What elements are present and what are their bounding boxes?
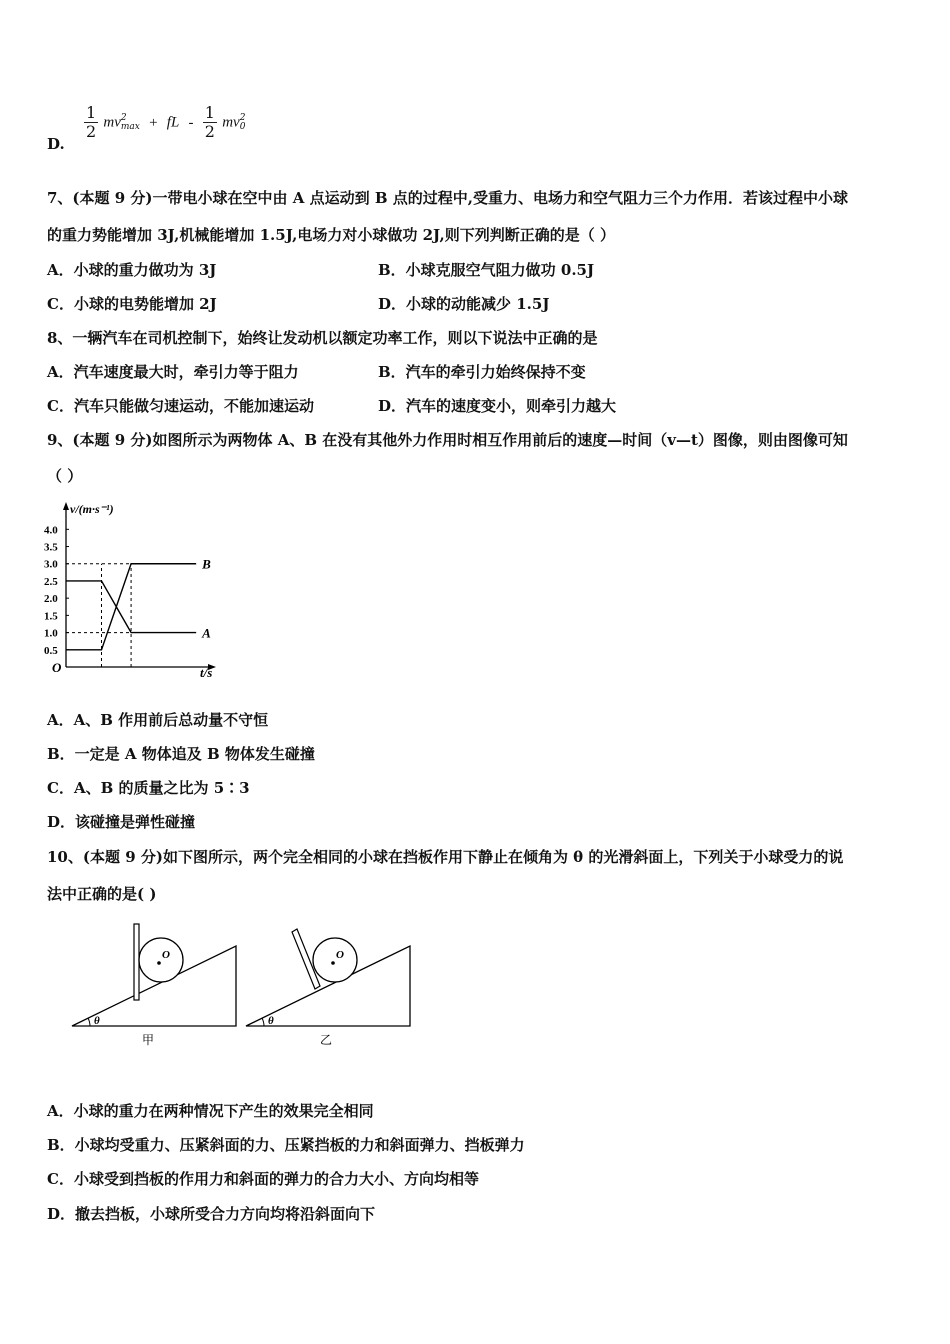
incline-figure-jia <box>68 920 248 1050</box>
ball-yi <box>313 938 357 982</box>
q6-option-d-label: D. <box>47 134 65 153</box>
ball-jia <box>139 938 183 982</box>
ball-label-jia: O <box>162 949 170 961</box>
vt-origin: O <box>52 660 62 675</box>
vt-y-tick-label: 2.5 <box>44 575 58 588</box>
angle-label-yi: θ <box>268 1015 274 1027</box>
q7-option-a: A．小球的重力做功为 3J <box>47 261 217 279</box>
q10-stem-line2: 法中正确的是( ) <box>47 885 157 903</box>
q10-stem-line1: 10、(本题 9 分)如下图所示，两个完全相同的小球在挡板作用下静止在倾角为 θ 的光滑斜面上，下列关于小球受力的说 <box>47 848 844 866</box>
q8-option-a: A．汽车速度最大时，牵引力等于阻力 <box>47 363 299 381</box>
q10-option-c: C．小球受到挡板的作用力和斜面的弹力的合力大小、方向均相等 <box>47 1170 479 1188</box>
q9-option-a: A．A、B 作用前后总动量不守恒 <box>47 711 269 729</box>
caption-jia: 甲 <box>142 1033 155 1047</box>
vt-y-tick-label: 3.5 <box>44 541 58 554</box>
angle-label-jia: θ <box>94 1015 100 1027</box>
q9-option-d: D．该碰撞是弹性碰撞 <box>47 813 196 831</box>
q8-option-c: C．汽车只能做匀速运动，不能加速运动 <box>47 397 314 415</box>
q7-stem-line1: 7、(本题 9 分)一带电小球在空中由 A 点运动到 B 点的过程中,受重力、电场力和空气阻力三个力作用．若该过程中小球 <box>47 189 848 207</box>
q7-stem-line2: 的重力势能增加 3J,机械能增加 1.5J,电场力对小球做功 2J,则下列判断正确的是（ ） <box>47 226 615 244</box>
q6-term2: fL <box>166 114 180 131</box>
vt-chart <box>40 497 220 682</box>
vt-y-label: v/(m·s⁻¹) <box>70 502 114 516</box>
q6-option-d <box>47 103 246 153</box>
q8-option-b: B．汽车的牵引力始终保持不变 <box>378 363 586 381</box>
q7-option-b: B．小球克服空气阻力做功 0.5J <box>378 261 595 279</box>
ball-center-yi <box>331 961 335 965</box>
vt-series-label-B: B <box>202 556 211 572</box>
vt-y-arrow <box>63 502 69 510</box>
incline-figure-yi <box>242 920 422 1050</box>
vt-y-tick-label: 0.5 <box>44 644 58 657</box>
vt-y-tick-label: 1.5 <box>44 610 58 623</box>
q6-frac-2: $\frac{1}{2}$ <box>204 103 215 141</box>
q6-term1: mv <box>103 114 121 131</box>
q7-option-c: C．小球的电势能增加 2J <box>47 295 217 313</box>
q10-option-b: B．小球均受重力、压紧斜面的力、压紧挡板的力和斜面弹力、挡板弹力 <box>47 1136 525 1154</box>
q10-option-d: D．撤去挡板，小球所受合力方向均将沿斜面向下 <box>47 1205 376 1223</box>
vt-axes <box>52 502 216 680</box>
q9-option-c: C．A、B 的质量之比为 5∶3 <box>47 779 250 797</box>
caption-yi: 乙 <box>320 1033 333 1047</box>
q8-option-d: D．汽车的速度变小，则牵引力越大 <box>378 397 617 415</box>
vt-y-tick-label: 2.0 <box>44 593 58 606</box>
q9-option-b: B．一定是 A 物体追及 B 物体发生碰撞 <box>47 745 315 763</box>
q9-stem-line2: （ ） <box>47 467 83 485</box>
q9-stem-line1: 9、(本题 9 分)如图所示为两物体 A、B 在没有其他外力作用时相互作用前后的速度—时间（v—t）图像，则由图像可知 <box>47 431 848 449</box>
baffle-jia <box>134 924 139 1000</box>
q6-formula: $\frac{1}{2}$ mv 2 max + fL - $\frac{1}{2}$ mv 2 0 <box>85 103 246 141</box>
vt-series-label-A: A <box>202 625 211 641</box>
q6-frac-1: $\frac{1}{2}$ <box>85 103 97 141</box>
q10-option-a: A．小球的重力在两种情况下产生的效果完全相同 <box>47 1102 374 1120</box>
vt-y-tick-label: 3.0 <box>44 558 58 571</box>
angle-arc-jia <box>88 1018 90 1026</box>
q7-option-d: D．小球的动能减少 1.5J <box>378 295 550 313</box>
q8-stem: 8、一辆汽车在司机控制下，始终让发动机以额定功率工作，则以下说法中正确的是 <box>47 329 598 347</box>
vt-y-tick-label: 4.0 <box>44 524 58 537</box>
ball-center-jia <box>157 961 161 965</box>
angle-arc-yi <box>262 1018 264 1026</box>
vt-x-label: t/s <box>200 665 213 680</box>
ball-label-yi: O <box>336 949 344 961</box>
vt-y-tick-label: 1.0 <box>44 627 58 640</box>
q6-term3: mv <box>222 114 240 131</box>
